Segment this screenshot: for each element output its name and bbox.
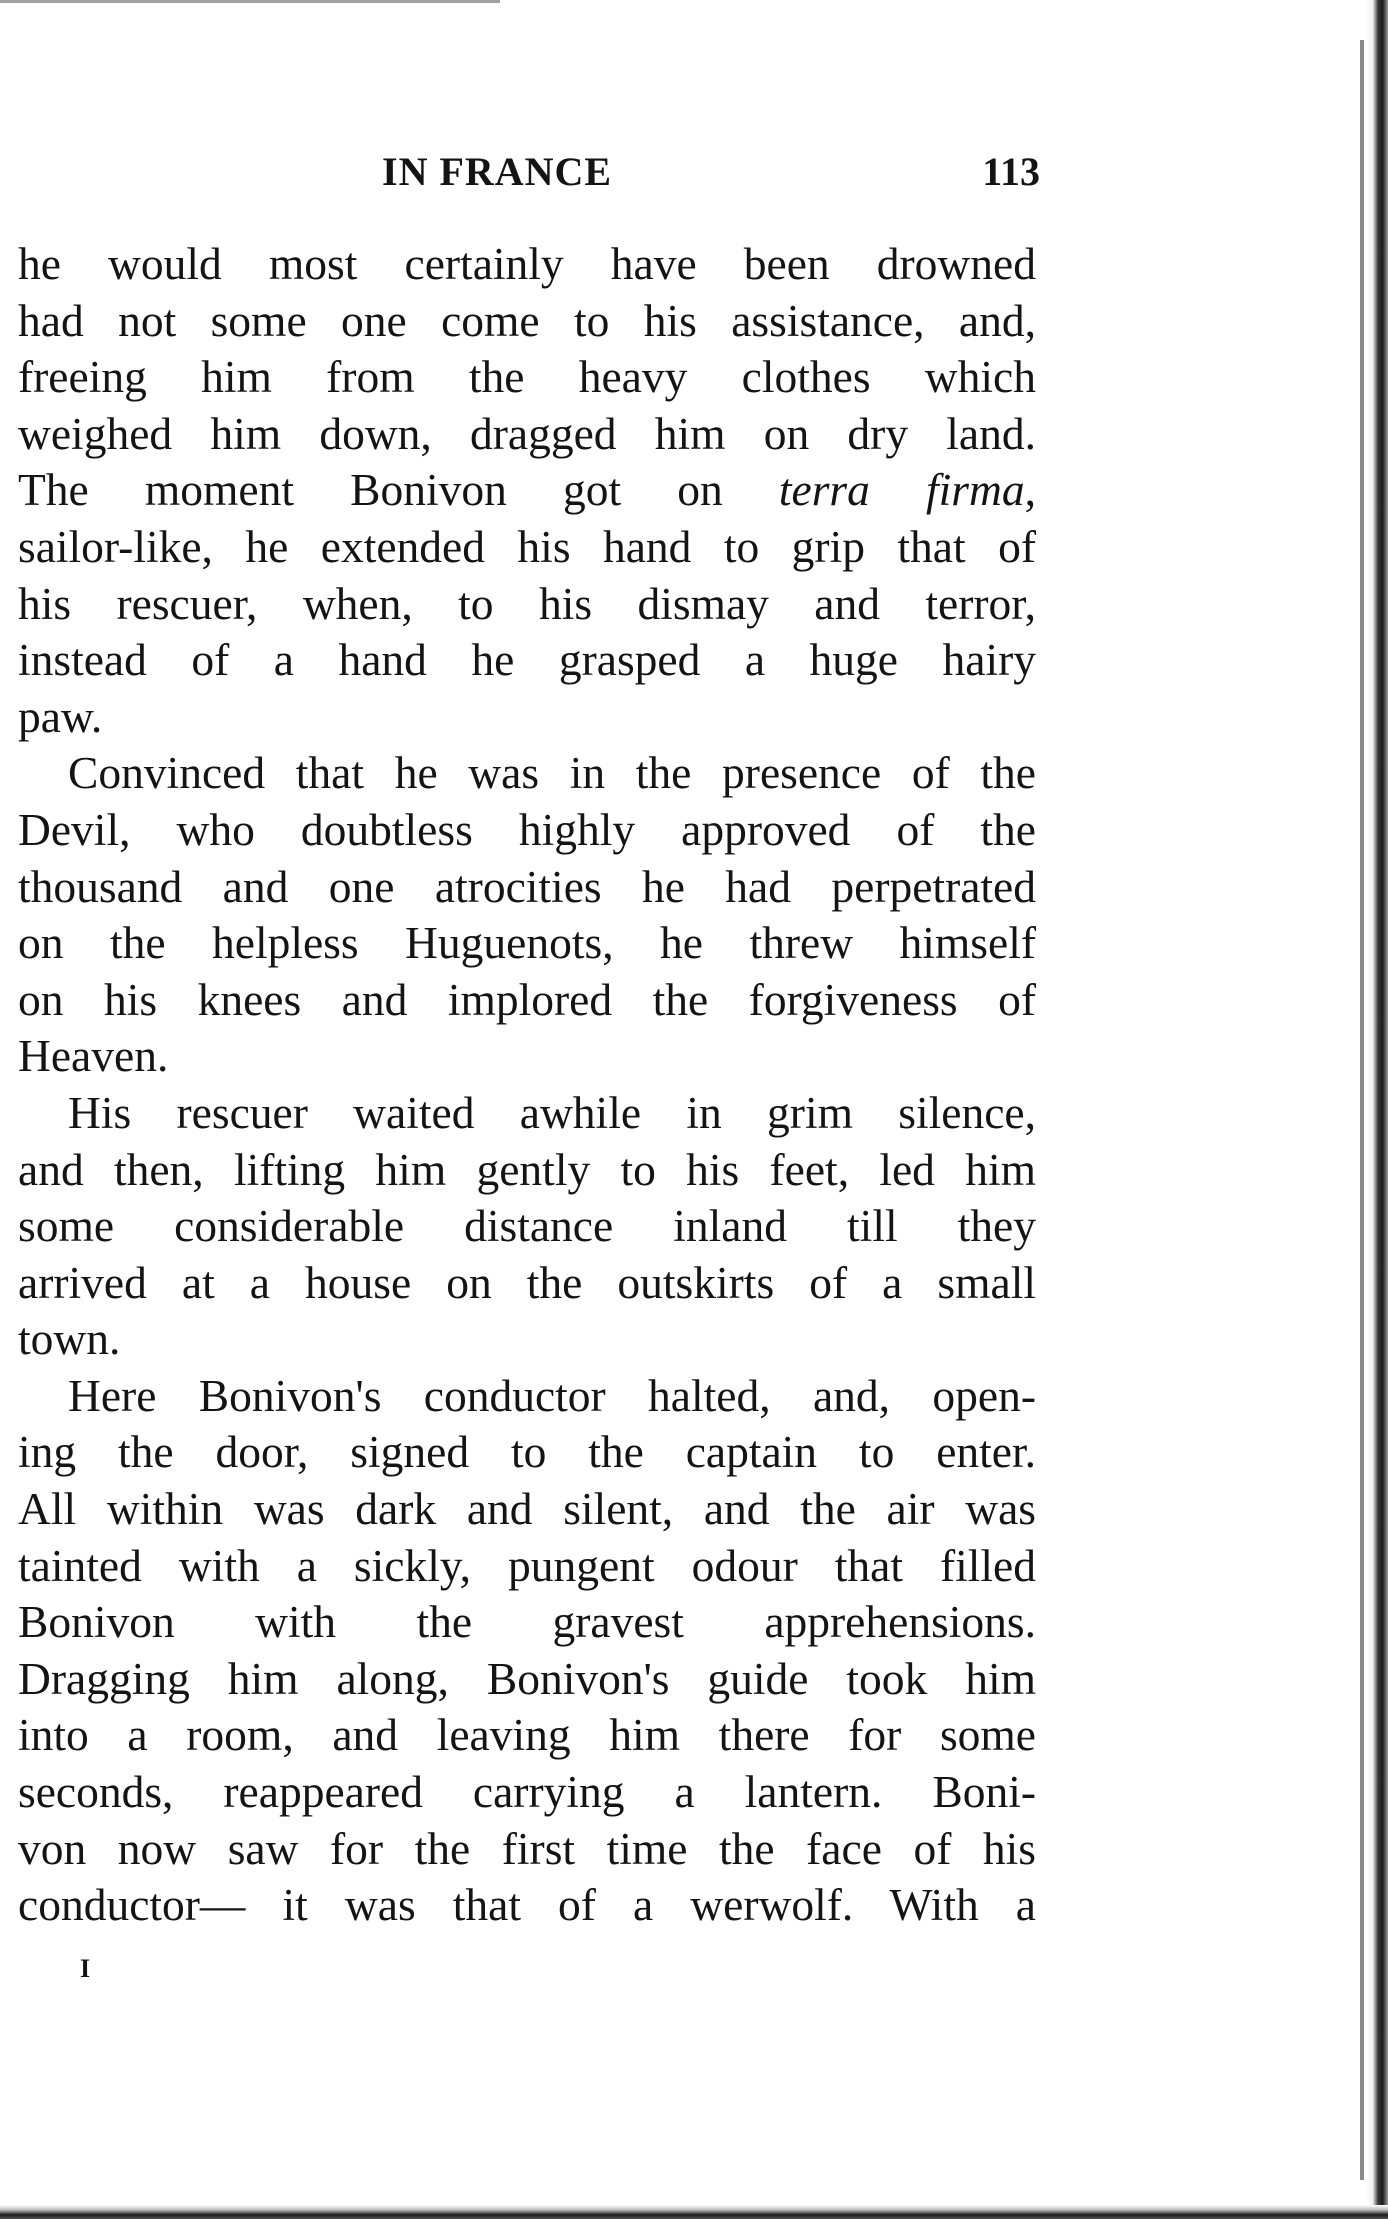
text-line: Dragging him along, Bonivon's guide took him — [18, 1652, 1036, 1704]
text-line: on the helpless Huguenots, he threw himself — [18, 917, 1036, 969]
text-line: von now saw for the first time the face of his — [18, 1822, 1036, 1874]
text-line: paw. — [18, 690, 103, 742]
text-line: town. — [18, 1313, 121, 1365]
signature-mark: I — [80, 1954, 91, 1983]
text-line: seconds, reappeared carrying a lantern. Boni- — [18, 1766, 1036, 1818]
text-line: weighed him down, dragged him on dry land. — [18, 407, 1036, 459]
text-line: All within was dark and silent, and the air was — [18, 1483, 1036, 1535]
text-line: on his knees and implored the forgiveness of — [18, 973, 1036, 1025]
text-line: had not some one come to his assistance, and, — [18, 294, 1036, 346]
page-edge-shadow — [1360, 40, 1364, 2180]
page-top-edge — [0, 0, 500, 3]
text-line: instead of a hand he grasped a huge hairy — [18, 634, 1036, 686]
text-line: arrived at a house on the outskirts of a small — [18, 1256, 1036, 1308]
page-right-edge — [1366, 0, 1388, 2219]
running-head — [20, 148, 1040, 198]
page-bottom-edge — [0, 2205, 1388, 2219]
text-line: tainted with a sickly, pungent odour that filled — [18, 1539, 1036, 1591]
text-line: freeing him from the heavy clothes which — [18, 351, 1036, 403]
text-line: Heaven. — [18, 1030, 169, 1082]
text-line — [18, 462, 1036, 519]
text-line: into a room, and leaving him there for some — [18, 1709, 1036, 1761]
text-line: conductor— it was that of a werwolf. With a — [18, 1879, 1036, 1931]
text-line: he would most certainly have been drowned — [18, 238, 1036, 289]
text-line: His rescuer waited awhile in grim silence, — [68, 1086, 1036, 1138]
text-segment: The moment Bonivon got on — [18, 464, 779, 516]
text-line: and then, lifting him gently to his feet, led him — [18, 1143, 1036, 1195]
text-line: some considerable distance inland till they — [18, 1200, 1036, 1252]
text-line: Devil, who doubtless highly approved of the — [18, 803, 1036, 855]
text-line: Here Bonivon's conductor halted, and, open- — [68, 1369, 1036, 1421]
text-line: Bonivon with the gravest apprehensions. — [18, 1596, 1036, 1648]
body-text — [18, 236, 1036, 1934]
text-line: Convinced that he was in the presence of the — [68, 747, 1036, 799]
text-line: sailor-like, he extended his hand to grip that of — [18, 520, 1036, 572]
running-head-title: IN FRANCE — [382, 149, 613, 194]
page-number: 113 — [982, 149, 1040, 194]
text-line: his rescuer, when, to his dismay and terror, — [18, 577, 1036, 629]
text-line: ing the door, signed to the captain to enter. — [18, 1426, 1036, 1478]
text-segment: , — [1024, 464, 1036, 516]
italic-phrase: terra firma — [778, 464, 1025, 516]
text-line: thousand and one atrocities he had perpetrated — [18, 860, 1036, 912]
